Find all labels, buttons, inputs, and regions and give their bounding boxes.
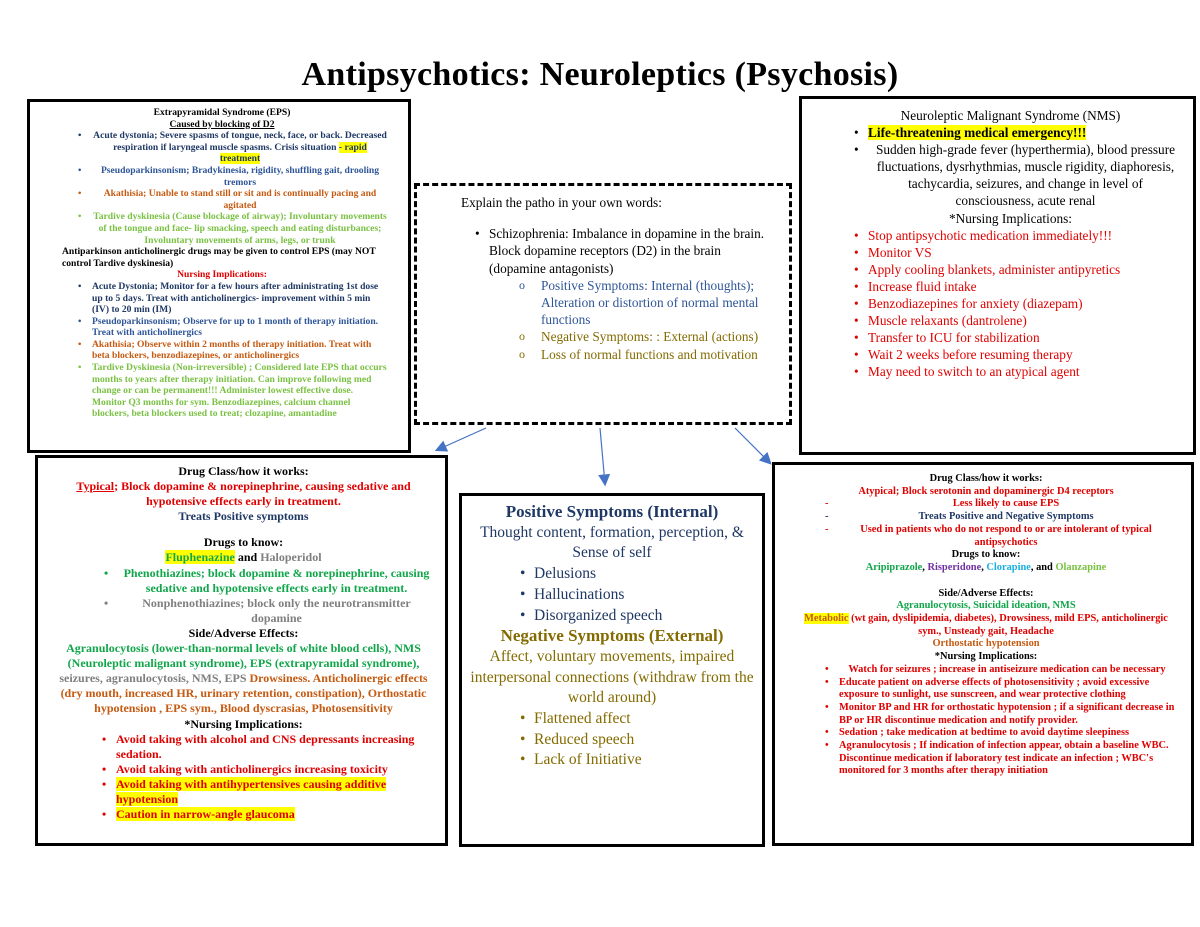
eps-nursing-pseudoparkinsonism: • Pseudoparkinsonism; Observe for up to 1 month of therapy initiation. Treat with anticholinergics bbox=[92, 316, 388, 339]
atypical-box bbox=[772, 462, 1194, 846]
atypical-mechanism: Atypical; Block serotonin and dopaminergic D4 receptors bbox=[858, 485, 1114, 497]
nms-nursing-item: • Muscle relaxants (dantrolene) bbox=[868, 312, 1183, 329]
atypical-nursing-item: • Educate patient on adverse effects of photosensitivity ; avoid excessive exposure to sunlight, use sunscreen, and wear protective clothing bbox=[839, 677, 1175, 702]
atypical-nursing-item: • Agranulocytosis ; If indication of infection appear, obtain a baseline WBC. Discontinue medication if laboratory test indicate an infection ; WBC's monitored for 3 months after therapy initiation bbox=[839, 740, 1175, 778]
eps-subheading: Caused by blocking of D2 bbox=[169, 118, 275, 130]
nms-nursing-item: • Apply cooling blankets, administer antipyretics bbox=[868, 261, 1183, 278]
nms-nursing-item: • Wait 2 weeks before resuming therapy bbox=[868, 346, 1183, 363]
atypical-side-1: Agranulocytosis, Suicidal ideation, NMS bbox=[896, 600, 1076, 612]
nms-nursing-item: • Transfer to ICU for stabilization bbox=[868, 329, 1183, 346]
patho-loss: o Loss of normal functions and motivation bbox=[541, 346, 765, 363]
patho-main: • Schizophrenia: Imbalance in dopamine in the brain. Block dopamine receptors (D2) in the brain (dopamine antagonists) bbox=[489, 225, 765, 277]
eps-box bbox=[27, 99, 411, 453]
eps-item-acute-dystonia: • Acute dystonia; Severe spasms of tongue, neck, face, or back. Decreased respiration if laryngeal muscle spasms. Crisis situation - rapid treatment bbox=[92, 130, 388, 165]
atypical-side-3: Orthostatic hypotension bbox=[932, 638, 1040, 650]
typical-phenothiazines: • Phenothiazines; block dopamine & norepinephrine, causing sedative and hypotensive effects early in treatment. bbox=[118, 566, 435, 596]
typical-class-heading: Drug Class/how it works: bbox=[178, 464, 309, 478]
negative-heading: Negative Symptoms (External) bbox=[500, 626, 724, 646]
typical-nursing-item: • Avoid taking with anticholinergics increasing toxicity bbox=[116, 762, 435, 777]
negative-item: • Reduced speech bbox=[534, 730, 758, 751]
eps-heading: Extrapyramidal Syndrome (EPS) bbox=[153, 107, 291, 118]
eps-nursing-tardive-dyskinesia: • Tardive Dyskinesia (Non-irreversible) ; Considered late EPS that occurs months to years after therapy initiation. Can improve following med change or can be permanent!!! Administer lowest effective dose. Monitor Q3 months for sym. Benzodiazepines, calcium channel blockers, beta blockers used to treat; clozapine, amantadine bbox=[92, 362, 388, 420]
positive-heading: Positive Symptoms (Internal) bbox=[505, 502, 719, 521]
patho-positive: o Positive Symptoms: Internal (thoughts); Alteration or distortion of normal mental functions bbox=[541, 277, 765, 329]
negative-item: • Lack of Initiative bbox=[534, 750, 758, 771]
nms-nursing-item: • Stop antipsychotic medication immediately!!! bbox=[868, 227, 1183, 244]
atypical-nursing-item: • Monitor BP and HR for orthostatic hypotension ; if a significant decrease in BP or HR discontinue medication and notify provider. bbox=[839, 702, 1175, 727]
patho-box bbox=[414, 183, 792, 425]
atypical-side-2: Metabolic (wt gain, dyslipidemia, diabetes), Drowsiness, mild EPS, anticholinergic sym., Unsteady gait, Headache bbox=[804, 613, 1168, 637]
eps-nursing-heading: Nursing Implications: bbox=[177, 269, 267, 281]
typical-drugs-heading: Drugs to know: bbox=[203, 535, 284, 550]
nms-nursing-heading: *Nursing Implications: bbox=[949, 210, 1072, 226]
atypical-nursing-item: • Watch for seizures ; increase in antiseizure medication can be necessary bbox=[839, 664, 1175, 677]
nms-nursing-item: • May need to switch to an atypical agent bbox=[868, 363, 1183, 380]
atypical-point: - Used in patients who do not respond to or are intolerant of typical antipsychotics bbox=[837, 524, 1175, 549]
eps-item-tardive-dyskinesia: • Tardive dyskinesia (Cause blockage of airway); Involuntary movements of the tongue and face- lip smacking, speech and eating disturbances; Involuntary movements of arms, legs, or trunk bbox=[92, 211, 388, 246]
typical-side-effects: Agranulocytosis (lower-than-normal levels of white blood cells), NMS (Neuroleptic malignant syndrome), EPS (extrapyramidal syndrome), seizures, agranulocytosis, NMS, EPS Drowsiness. Anticholinergic effects (dry mouth, increased HR, urinary retention, constipation), Orthostatic hypotension , EPS sym., Blood dyscrasias, Photosensitivity bbox=[59, 641, 428, 716]
atypical-nursing-item: • Sedation ; take medication at bedtime to avoid daytime sleepiness bbox=[839, 727, 1175, 740]
nms-symptoms: • Sudden high-grade fever (hyperthermia), blood pressure fluctuations, dysrhythmias, muscle rigidity, diaphoresis, tachycardia, seizures, and change in level of consciousness, acute renal bbox=[868, 141, 1183, 209]
eps-item-akathisia: • Akathisia; Unable to stand still or sit and is continually pacing and agitated bbox=[92, 188, 388, 211]
arrow-to-typical bbox=[437, 428, 486, 450]
patho-negative: o Negative Symptoms: : External (actions) bbox=[541, 328, 765, 345]
typical-nursing-item: • Avoid taking with antihypertensives causing additive hypotension bbox=[116, 777, 435, 807]
atypical-drugs-heading: Drugs to know: bbox=[951, 549, 1021, 561]
nms-nursing-item: • Monitor VS bbox=[868, 244, 1183, 261]
positive-item: • Delusions bbox=[534, 564, 758, 585]
eps-antiparkinson: Antiparkinson anticholinergic drugs may be given to control EPS (may NOT control Tardive dyskinesia) bbox=[62, 246, 376, 269]
patho-prompt: Explain the patho in your own words: bbox=[461, 195, 662, 210]
atypical-nursing-heading: *Nursing Implications: bbox=[934, 651, 1038, 663]
typical-nursing-item: • Caution in narrow-angle glaucoma bbox=[116, 807, 435, 822]
eps-nursing-acute-dystonia: • Acute Dystonia; Monitor for a few hours after administrating 1st dose up to 5 days. Treat with anticholinergics- improvement within 5 min (IV) to 20 min (IM) bbox=[92, 281, 388, 316]
atypical-drugs: Aripiprazole, Risperidone, Clorapine, and Olanzapine bbox=[865, 561, 1107, 573]
atypical-class-heading: Drug Class/how it works: bbox=[929, 473, 1043, 484]
atypical-point: - Less likely to cause EPS bbox=[837, 498, 1175, 511]
positive-description: Thought content, formation, perception, & Sense of self bbox=[480, 523, 744, 562]
page-title: Antipsychotics: Neuroleptics (Psychosis) bbox=[301, 56, 899, 93]
nms-emergency: • Life-threatening medical emergency!!! bbox=[868, 124, 1183, 141]
negative-description: Affect, voluntary movements, impaired interpersonal connections (withdraw from the world around) bbox=[470, 647, 754, 707]
nms-heading: Neuroleptic Malignant Syndrome (NMS) bbox=[900, 108, 1121, 123]
typical-mechanism: Typical; Block dopamine & norepinephrine, causing sedative and hypotensive effects early in treatment. bbox=[76, 479, 411, 509]
eps-item-pseudoparkinsonism: • Pseudoparkinsonism; Bradykinesia, rigidity, shuffling gait, drooling tremors bbox=[92, 165, 388, 188]
atypical-point: - Treats Positive and Negative Symptoms bbox=[837, 511, 1175, 524]
typical-nursing-item: • Avoid taking with alcohol and CNS depressants increasing sedation. bbox=[116, 732, 435, 762]
positive-item: • Disorganized speech bbox=[534, 606, 758, 627]
typical-nursing-heading: *Nursing Implications: bbox=[184, 716, 303, 731]
typical-drugs: Fluphenazine and Haloperidol bbox=[165, 550, 322, 565]
arrow-to-symptoms bbox=[600, 428, 605, 484]
negative-item: • Flattened affect bbox=[534, 709, 758, 730]
typical-side-heading: Side/Adverse Effects: bbox=[188, 625, 299, 640]
symptoms-box bbox=[459, 493, 765, 847]
nms-nursing-item: • Increase fluid intake bbox=[868, 278, 1183, 295]
arrow-to-atypical bbox=[735, 428, 770, 463]
typical-treats: Treats Positive symptoms bbox=[178, 509, 309, 524]
nms-box bbox=[799, 96, 1196, 455]
atypical-side-heading: Side/Adverse Effects: bbox=[938, 587, 1034, 599]
positive-item: • Hallucinations bbox=[534, 585, 758, 606]
typical-box bbox=[35, 455, 448, 846]
eps-nursing-akathisia: • Akathisia; Observe within 2 months of therapy initiation. Treat with beta blockers, benzodiazepines, or anticholinergics bbox=[92, 339, 388, 362]
nms-nursing-item: • Benzodiazepines for anxiety (diazepam) bbox=[868, 295, 1183, 312]
typical-nonphenothiazines: • Nonphenothiazines; block only the neurotransmitter dopamine bbox=[118, 596, 435, 626]
